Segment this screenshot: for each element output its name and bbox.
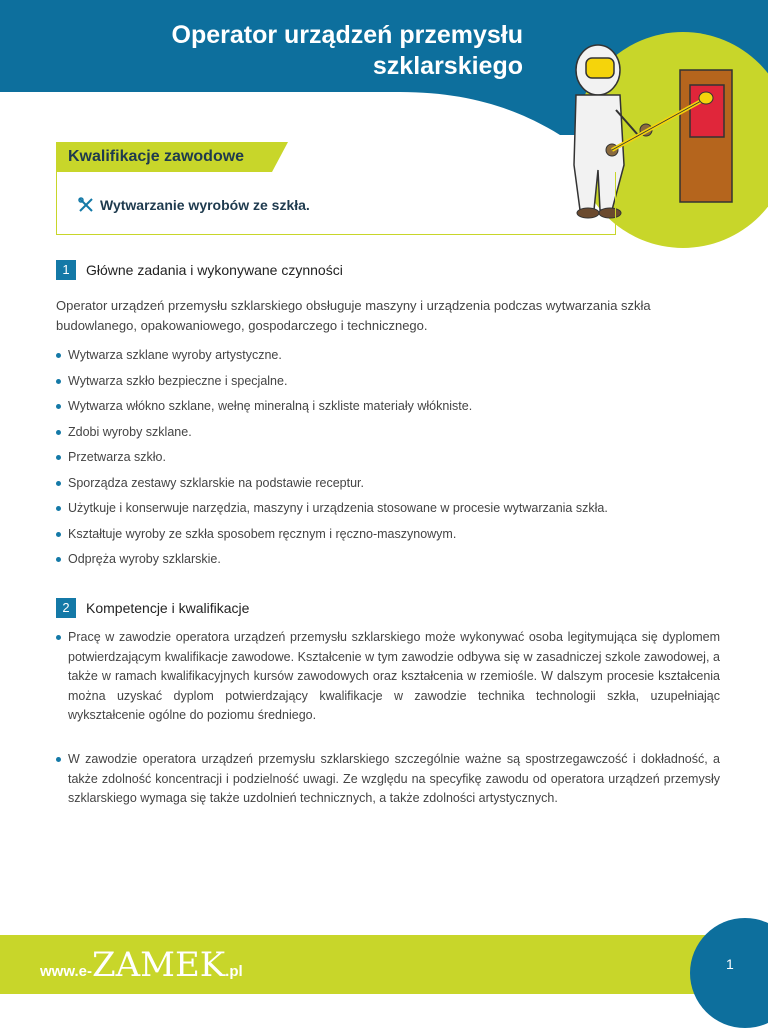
list-item: Kształtuje wyroby ze szkła sposobem ręcznym i ręczno-maszynowym. — [56, 525, 608, 551]
section-1-number: 1 — [56, 260, 76, 280]
page-number: 1 — [726, 956, 734, 972]
list-item: Sporządza zestawy szklarskie na podstawie receptur. — [56, 474, 608, 500]
section-2-heading — [56, 598, 249, 618]
list-item: Wytwarza włókno szklane, wełnę mineralną i szkliste materiały włókniste. — [56, 397, 608, 423]
task-list — [56, 346, 608, 576]
list-item: Użytkuje i konserwuje narzędzia, maszyny i urządzenia stosowane w procesie wytwarzania szkła. — [56, 499, 608, 525]
logo-prefix: www.e- — [40, 963, 92, 980]
tools-icon — [78, 197, 94, 213]
site-logo[interactable] — [40, 945, 243, 985]
logo-word: ZAMEK — [91, 945, 226, 985]
list-item: Wytwarza szkło bezpieczne i specjalne. — [56, 372, 608, 398]
competence-paragraph: W zawodzie operatora urządzeń przemysłu szklarskiego szczególnie ważne są spostrzegawczość i dokładność, a także zdolność koncentracji i podzielność uwagi. Ze względu na specyfikę zawodu od operatora urządzeń przemysły szklarskiego wymaga się także uzdolnień technicznych, a także zdolności artystycznych. — [56, 750, 720, 809]
title-line-1: Operator urządzeń przemysłu — [171, 21, 523, 49]
section-2-title: Kompetencje i kwalifikacje — [86, 600, 250, 616]
section-2-number: 2 — [56, 598, 76, 618]
section-1-title: Główne zadania i wykonywane czynności — [86, 262, 343, 278]
list-item: Odpręża wyroby szklarskie. — [56, 550, 608, 576]
list-item: Wytwarza szklane wyroby artystyczne. — [56, 346, 608, 372]
list-item: Przetwarza szkło. — [56, 448, 608, 474]
section-1-intro: Operator urządzeń przemysłu szklarskiego obsługuje maszyny i urządzenia podczas wytwarzania szkła budowlanego, opakowaniowego, gospodarczego i technicznego. — [56, 298, 651, 333]
qualification-item — [78, 197, 310, 213]
page-title — [172, 20, 523, 82]
logo-suffix: .pl — [225, 963, 243, 980]
qualification-text: Wytwarzanie wyrobów ze szkła. — [100, 197, 310, 213]
list-item: Zdobi wyroby szklane. — [56, 423, 608, 449]
title-line-2: szklarskiego — [372, 52, 523, 80]
competence-paragraph: Pracę w zawodzie operatora urządzeń przemysłu szklarskiego może wykonywać osoba legitymująca się dyplomem potwierdzającym kwalifikacje zawodowe. Kształcenie w tym zawodzie odbywa się w zasadniczej szkole zawodowej, a także w ramach kwalifikacyjnych kursów zawodowych oraz kształcenia w rzemiośle. W dalszym procesie kształcenia można uzyskać dyplom potwierdzający kwalifikacje w zawodzie technika technologii szkła, uzupełniając wykształcenie ogólne do poziomu średniego. — [56, 628, 720, 726]
qualifications-tab: Kwalifikacje zawodowe — [56, 142, 272, 172]
section-1-heading — [56, 260, 343, 280]
